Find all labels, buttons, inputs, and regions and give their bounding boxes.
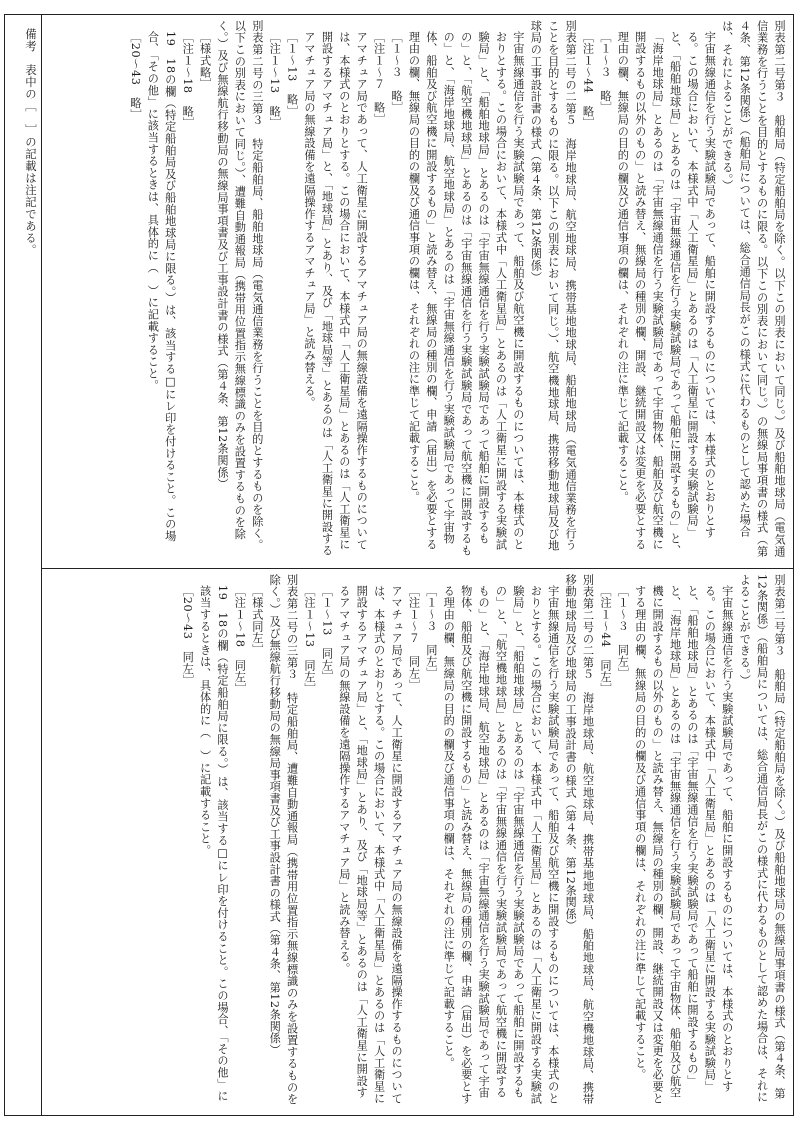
- current-same-1-3b: ［１～３ 同左］: [424, 585, 438, 680]
- current-article-2-3-3-title: 別表第二号の三第３ 特定船舶局、遭難自動通報局（携帯用位置指示無線標識のみを設置するものを除く。）及び無線航行移動局の無線局事項書及び工事設計書の様式（第４条、第12条関係）: [268, 574, 299, 1105]
- remarks-panel: [8, 28, 40, 1108]
- current-note-19: 19 18の欄（特定船舶局に限る。）は、該当する□にレ印を付けること。この場合、「その他」に該当するときは、具体的に（ ）に記載すること。: [198, 585, 229, 1103]
- current-article-2-2-5-title: 別表第二号の二第５ 海岸地球局、航空地球局、携帯基地地球局、船舶地球局、航空機地球局、携帯移動地球局及び地球局の工事設計書の様式（第４条、第12条関係）: [564, 574, 595, 1105]
- current-form-same: ［様式同左］: [250, 585, 264, 656]
- revised-notes-20-43: ［20～43 略］: [128, 31, 142, 122]
- remarks-line: [22, 28, 40, 1108]
- revised-form-omitted: ［様式略］: [198, 31, 212, 91]
- current-notes-20-43: ［20～43 同左］: [181, 585, 195, 687]
- remarks-heading: 備考: [24, 28, 38, 52]
- revised-amateur-note: アマチュア局であって、人工衛星に開設するアマチュア局の無線設備を遠隔操作するものについては、本様式のとおりとする。この場合において、本様式中「人工衛星局」とあるのは「人工衛星に開設するアマチュア局」と、「地球局」とあり、及び「地球局等」とあるのは「人工衛星に開設するアマチュア局の無線設備を遠隔操作するアマチュア局」と読み替える。: [303, 31, 369, 557]
- revised-article-2-3-3-title: 別表第二号の三第３ 特定船舶局、船舶地球局（電気通信業務を行うことを目的とするものを除く。以下この別表において同じ。）、遭難自動通報局（携帯用位置指示無線標識のみを設置するものを除く。）及び無線航行移動局の無線局事項書及び工事設計書の様式（第４条、第12条関係）: [216, 20, 264, 551]
- current-experimental-station-note: 宇宙無線通信を行う実験試験局であって、船舶に開設するものについては、本様式のとおりとする。この場合において、本様式中「人工衛星局」とあるのは「人工衛星に開設する実験試験局」と、「船舶地球局」とあるのは「宇宙無線通信を行う実験試験局であって船舶に開設するもの」と、「海岸地球局」とあるのは「宇宙無線通信を行う実験試験局であって宇宙物体、船舶及び航空機に開設するもの以外のもの」と読み替え、無線局の種別の欄、開設、継続開設又は変更を必要とする理由の欄、無線局の目的の欄及び通信事項の欄は、それぞれの注に準じて記載すること。: [633, 585, 734, 1105]
- current-notes-1-44: ［注１～44 同左］: [598, 585, 612, 696]
- current-article-2-3-title: 別表第二号第３ 船舶局（特定船舶局を除く。）及び船舶地球局の無線局事項書の様式（第４条、第12条関係）（船舶局については、総合通信局長がこの様式に代わるものとして認めた場合は、それによることができる。）: [738, 574, 786, 1104]
- current-notes-1-13: ［注１～13 同左］: [303, 585, 317, 696]
- remarks-text: 表中の［ ］の記載は注記である。: [24, 64, 38, 256]
- remarks-divider: [41, 15, 42, 1115]
- revised-text-panel: [44, 20, 788, 560]
- revised-omitted-1-3b: ［１～３ 略］: [390, 31, 404, 114]
- revised-note-19: 19 18の欄（特定船舶局及び船舶地球局に限る。）は、該当する□にレ印を付けること。この場合、「その他」に該当するときは、具体的に（ ）に記載すること。: [146, 31, 177, 543]
- current-amateur-note: アマチュア局であって、人工衛星に開設するアマチュア局の無線設備を遠隔操作するものについては、本様式のとおりとする。この場合において、本様式中「人工衛星局」とあるのは「人工衛星に開設するアマチュア局」と、「地球局」とあり、及び「地球局等」とあるのは「人工衛星に開設するアマチュア局の無線設備を遠隔操作するアマチュア局」と読み替える。: [337, 585, 404, 1105]
- revised-notes-1-7: ［注１～７ 略］: [372, 31, 386, 126]
- current-text-panel: [44, 574, 788, 1110]
- revised-omitted-1-3: ［１～３ 略］: [598, 31, 612, 114]
- revised-article-2-3-title: 別表第二号第３ 船舶局（特定船舶局を除く。以下この別表において同じ。）及び船舶地球局（電気通信業務を行うことを目的とするものに限る。以下この別表において同じ。）の無線局事項書の様式（第４条、第12条関係）（船舶局については、総合通信局長がこの様式に代わるものとして認めた場合は、それによることができる。）: [720, 20, 786, 558]
- column-divider: [41, 568, 793, 569]
- revised-notes-1-18: ［注１～18 略］: [181, 31, 195, 130]
- revised-notes-1-44: ［注１～44 略］: [581, 31, 595, 130]
- revised-omitted-1-13: ［１～13 略］: [285, 31, 299, 118]
- current-notes-1-7: ［注１～７ 同左］: [407, 585, 421, 692]
- current-space-comm-note: 宇宙無線通信を行う実験試験局であって、船舶及び航空機に開設するものについては、本様式のとおりとする。この場合において、本様式中「人工衛星局」とあるのは「人工衛星に開設する実験試験局」と、「船舶地球局」とあるのは「宇宙無線通信を行う実験試験局であって船舶に開設するもの」と、「航空機地球局」とあるのは「宇宙無線通信を行う実験試験局であって航空機に開設するもの」と、「海岸地球局、航空地球局」とあるのは「宇宙無線通信を行う実験試験局であって宇宙物体、船舶及び航空機に開設するもの」と読み替え、無線局の種別の欄、申請（届出）を必要とする理由の欄、無線局の目的の欄及び通信事項の欄は、それぞれの注に準じて記載すること。: [442, 585, 560, 1105]
- revised-experimental-station-note: 宇宙無線通信を行う実験試験局であって、船舶に開設するものについては、本様式のとおりとする。この場合において、本様式中「人工衛星局」とあるのは「人工衛星に開設する実験試験局」と、「船舶地球局」とあるのは「宇宙無線通信を行う実験試験局であって船舶に開設するもの」と、「海岸地球局」とあるのは「宇宙無線通信を行う実験試験局であって宇宙物体、船舶及び航空機に開設するもの以外のもの」と読み替え、無線局の種別の欄、開設、継続開設又は変更を必要とする理由の欄、無線局の目的の欄及び通信事項の欄は、それぞれの注に準じて記載すること。: [616, 31, 717, 557]
- revised-article-2-2-5-title: 別表第二号の二第５ 海岸地球局、航空地球局、携帯基地地球局、船舶地球局（電気通信業務を行うことを目的とするものに限る。以下この別表において同じ。）、航空機地球局、携帯移動地球局及び地球局の工事設計書の様式（第４条、第12条関係）: [529, 20, 578, 552]
- current-notes-1-18: ［注１～18 同左］: [233, 585, 247, 696]
- revised-notes-1-13: ［注１～13 略］: [268, 31, 282, 130]
- current-same-1-3: ［１～３ 同左］: [616, 585, 630, 680]
- current-same-1-13: ［１～13 同左］: [320, 585, 334, 684]
- revised-space-comm-note: 宇宙無線通信を行う実験試験局であって、船舶及び航空機に開設するものについては、本様式のとおりとする。この場合において、本様式中「人工衛星局」とあるのは「人工衛星に開設する実験試験局」と、「船舶地球局」とあるのは「宇宙無線通信を行う実験試験局であって船舶に開設するもの」と、「航空機地球局」とあるのは「宇宙無線通信を行う実験試験局であって航空機に開設するもの」と、「海岸地球局、航空地球局」とあるのは「宇宙無線通信を行う実験試験局であって宇宙物体、船舶及び航空機に開設するもの」と読み替え、無線局の種別の欄、申請（届出）を必要とする理由の欄、無線局の目的の欄及び通信事項の欄は、それぞれの注に準じて記載すること。: [407, 31, 525, 557]
